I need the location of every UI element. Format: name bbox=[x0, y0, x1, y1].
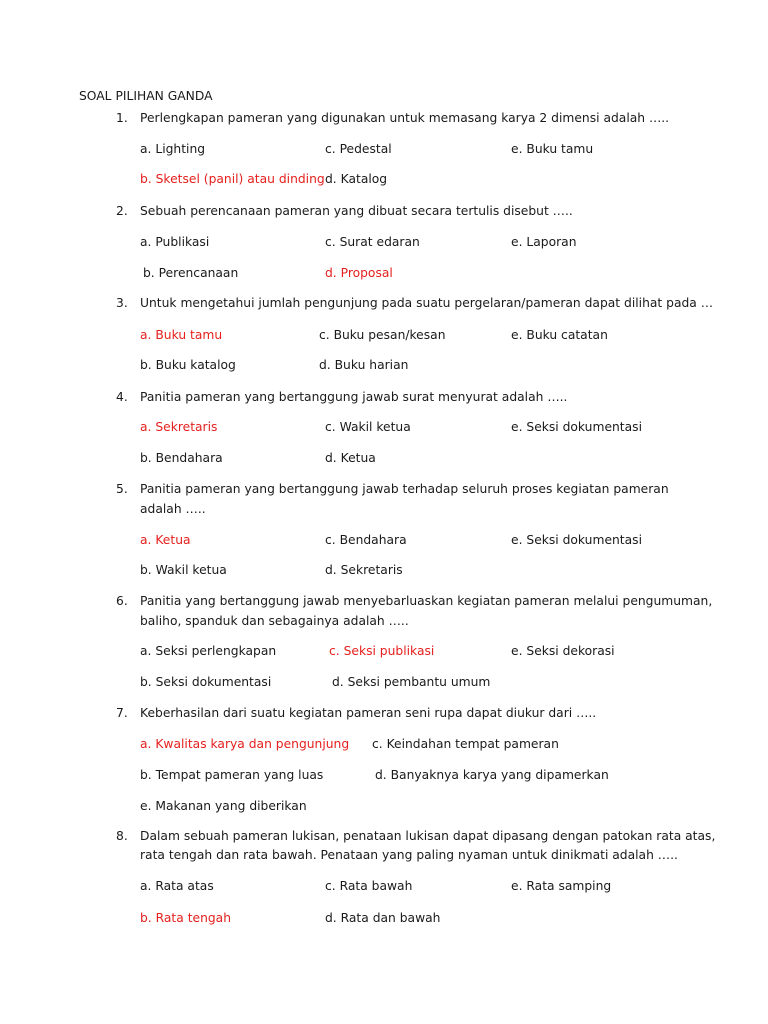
answer-option: d. Buku harian bbox=[319, 358, 409, 372]
question-text: Perlengkapan pameran yang digunakan untuk memasang karya 2 dimensi adalah ….. bbox=[140, 111, 670, 125]
correct-answer-option: a. Kwalitas karya dan pengunjung bbox=[140, 737, 350, 751]
answer-option: a. Lighting bbox=[140, 142, 206, 156]
question-number: 2. bbox=[116, 204, 128, 218]
answer-option: b. Buku katalog bbox=[140, 358, 236, 372]
question-number: 6. bbox=[116, 594, 128, 608]
answer-option: d. Rata dan bawah bbox=[325, 911, 441, 925]
answer-option: e. Laporan bbox=[511, 235, 577, 249]
answer-option: b. Perencanaan bbox=[143, 266, 239, 280]
question-text: rata tengah dan rata bawah. Penataan yang paling nyaman untuk dinikmati adalah ….. bbox=[140, 848, 678, 862]
question-number: 3. bbox=[116, 296, 128, 310]
answer-option: e. Buku catatan bbox=[511, 328, 608, 342]
question-text: baliho, spanduk dan sebagainya adalah ….. bbox=[140, 614, 409, 628]
answer-option: d. Seksi pembantu umum bbox=[332, 675, 491, 689]
page-title: SOAL PILIHAN GANDA bbox=[79, 89, 213, 103]
question-number: 5. bbox=[116, 482, 128, 496]
question-number: 8. bbox=[116, 829, 128, 843]
answer-option: d. Ketua bbox=[325, 451, 376, 465]
answer-option: c. Keindahan tempat pameran bbox=[372, 737, 559, 751]
question-text: Panitia yang bertanggung jawab menyebarluaskan kegiatan pameran melalui pengumuman, bbox=[140, 594, 713, 608]
answer-option: b. Seksi dokumentasi bbox=[140, 675, 272, 689]
correct-answer-option: a. Sekretaris bbox=[140, 420, 218, 434]
question-text: Keberhasilan dari suatu kegiatan pameran seni rupa dapat diukur dari ….. bbox=[140, 706, 597, 720]
correct-answer-option: c. Seksi publikasi bbox=[329, 644, 435, 658]
correct-answer-option: b. Sketsel (panil) atau dinding bbox=[140, 172, 325, 186]
answer-option: c. Wakil ketua bbox=[325, 420, 411, 434]
answer-option: e. Rata samping bbox=[511, 879, 612, 893]
question-text: adalah ….. bbox=[140, 502, 206, 516]
answer-option: b. Tempat pameran yang luas bbox=[140, 768, 324, 782]
answer-option: c. Pedestal bbox=[325, 142, 392, 156]
question-text: Panitia pameran yang bertanggung jawab surat menyurat adalah ….. bbox=[140, 390, 568, 404]
correct-answer-option: d. Proposal bbox=[325, 266, 393, 280]
answer-option: e. Seksi dokumentasi bbox=[511, 420, 642, 434]
correct-answer-option: b. Rata tengah bbox=[140, 911, 232, 925]
question-text: Panitia pameran yang bertanggung jawab terhadap seluruh proses kegiatan pameran bbox=[140, 482, 669, 496]
answer-option: c. Rata bawah bbox=[325, 879, 413, 893]
answer-option: a. Publikasi bbox=[140, 235, 210, 249]
answer-option: e. Buku tamu bbox=[511, 142, 594, 156]
answer-option: a. Rata atas bbox=[140, 879, 214, 893]
answer-option: b. Wakil ketua bbox=[140, 563, 227, 577]
correct-answer-option: a. Buku tamu bbox=[140, 328, 223, 342]
answer-option: d. Katalog bbox=[325, 172, 388, 186]
question-number: 7. bbox=[116, 706, 128, 720]
answer-option: e. Makanan yang diberikan bbox=[140, 799, 307, 813]
question-number: 4. bbox=[116, 390, 128, 404]
answer-option: e. Seksi dokumentasi bbox=[511, 533, 642, 547]
answer-option: b. Bendahara bbox=[140, 451, 223, 465]
answer-option: d. Sekretaris bbox=[325, 563, 403, 577]
question-number: 1. bbox=[116, 111, 128, 125]
answer-option: e. Seksi dekorasi bbox=[511, 644, 615, 658]
answer-option: d. Banyaknya karya yang dipamerkan bbox=[375, 768, 609, 782]
answer-option: c. Buku pesan/kesan bbox=[319, 328, 446, 342]
answer-option: a. Seksi perlengkapan bbox=[140, 644, 277, 658]
correct-answer-option: a. Ketua bbox=[140, 533, 191, 547]
answer-option: c. Bendahara bbox=[325, 533, 407, 547]
question-text: Untuk mengetahui jumlah pengunjung pada suatu pergelaran/pameran dapat dilihat pada … bbox=[140, 296, 714, 310]
question-text: Sebuah perencanaan pameran yang dibuat secara tertulis disebut ….. bbox=[140, 204, 573, 218]
answer-option: c. Surat edaran bbox=[325, 235, 420, 249]
question-text: Dalam sebuah pameran lukisan, penataan lukisan dapat dipasang dengan patokan rata atas, bbox=[140, 829, 716, 843]
